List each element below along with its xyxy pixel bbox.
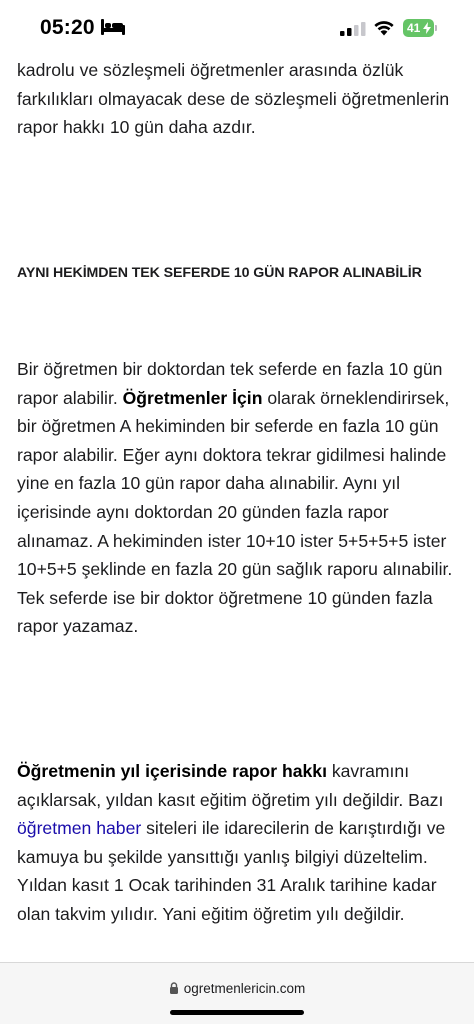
paragraph-text: Bir öğretmen bir doktordan tek seferde en fazla 10 gün rapor alabilir. bbox=[17, 359, 443, 408]
bold-phrase: Öğretmenler İçin bbox=[122, 387, 263, 408]
section-heading: AYNI HEKİMDEN TEK SEFERDE 10 GÜN RAPOR ALINABİLİR bbox=[17, 265, 422, 281]
battery-level: 41 bbox=[403, 19, 434, 37]
lock-icon bbox=[169, 982, 179, 994]
status-time: 05:20 bbox=[40, 16, 95, 39]
bed-icon bbox=[101, 19, 125, 35]
article-paragraph bbox=[17, 757, 457, 929]
paragraph-text: kavramını açıklarsak, yıldan kasıt eğitim öğretim yılı değildir. Bazı bbox=[17, 761, 444, 810]
paragraph-text: siteleri ile idarecilerin de karıştırdığı ve kamuya bu şekilde yansıttığı yanlış bilgiyi düzeltelim. Yıldan kasıt 1 Ocak tarihinden 31 Aralık tarihine kadar olan takvim yılıdır. Yani eğitim öğretim yılı değildir. bbox=[17, 818, 446, 924]
charging-bolt-icon bbox=[423, 22, 431, 34]
paragraph-text: olarak örneklendirirsek, bir öğretmen A hekiminden bir seferde en fazla 10 gün rapor alabilir. Eğer aynı doktora tekrar gidilmesi halinde yine en fazla 10 gün rapor daha alınabilir. Aynı yıl içerisinde aynı doktordan 20 günden fazla rapor alınamaz. A hekiminden ister 10+10 ister 5+5+5+5 ister 10+5+5 şeklinde en fazla 20 gün sağlık raporu alınabilir. Tek seferde ise bir doktor öğretmene 10 günden fazla rapor yazamaz. bbox=[17, 387, 453, 637]
home-indicator[interactable] bbox=[170, 1010, 304, 1015]
ogretmen-haber-link[interactable]: öğretmen haber bbox=[17, 818, 142, 839]
article-paragraph: kadrolu ve sözleşmeli öğretmenler arasında özlük farkılıkları olmayacak dese de sözleşmeli öğretmenlerin rapor hakkı 10 gün daha azdır. bbox=[17, 60, 450, 138]
status-bar bbox=[0, 0, 474, 56]
url-text: ogretmenlericin.com bbox=[183, 981, 306, 996]
battery-nub bbox=[435, 25, 437, 31]
article-paragraph bbox=[17, 355, 457, 641]
signal-icon bbox=[340, 22, 366, 36]
bold-phrase: Öğretmenin yıl içerisinde rapor hakkı bbox=[17, 761, 327, 781]
battery-icon bbox=[403, 19, 437, 37]
wifi-icon bbox=[373, 19, 395, 36]
browser-url-bar[interactable] bbox=[0, 962, 474, 1024]
url-display[interactable] bbox=[0, 981, 474, 996]
